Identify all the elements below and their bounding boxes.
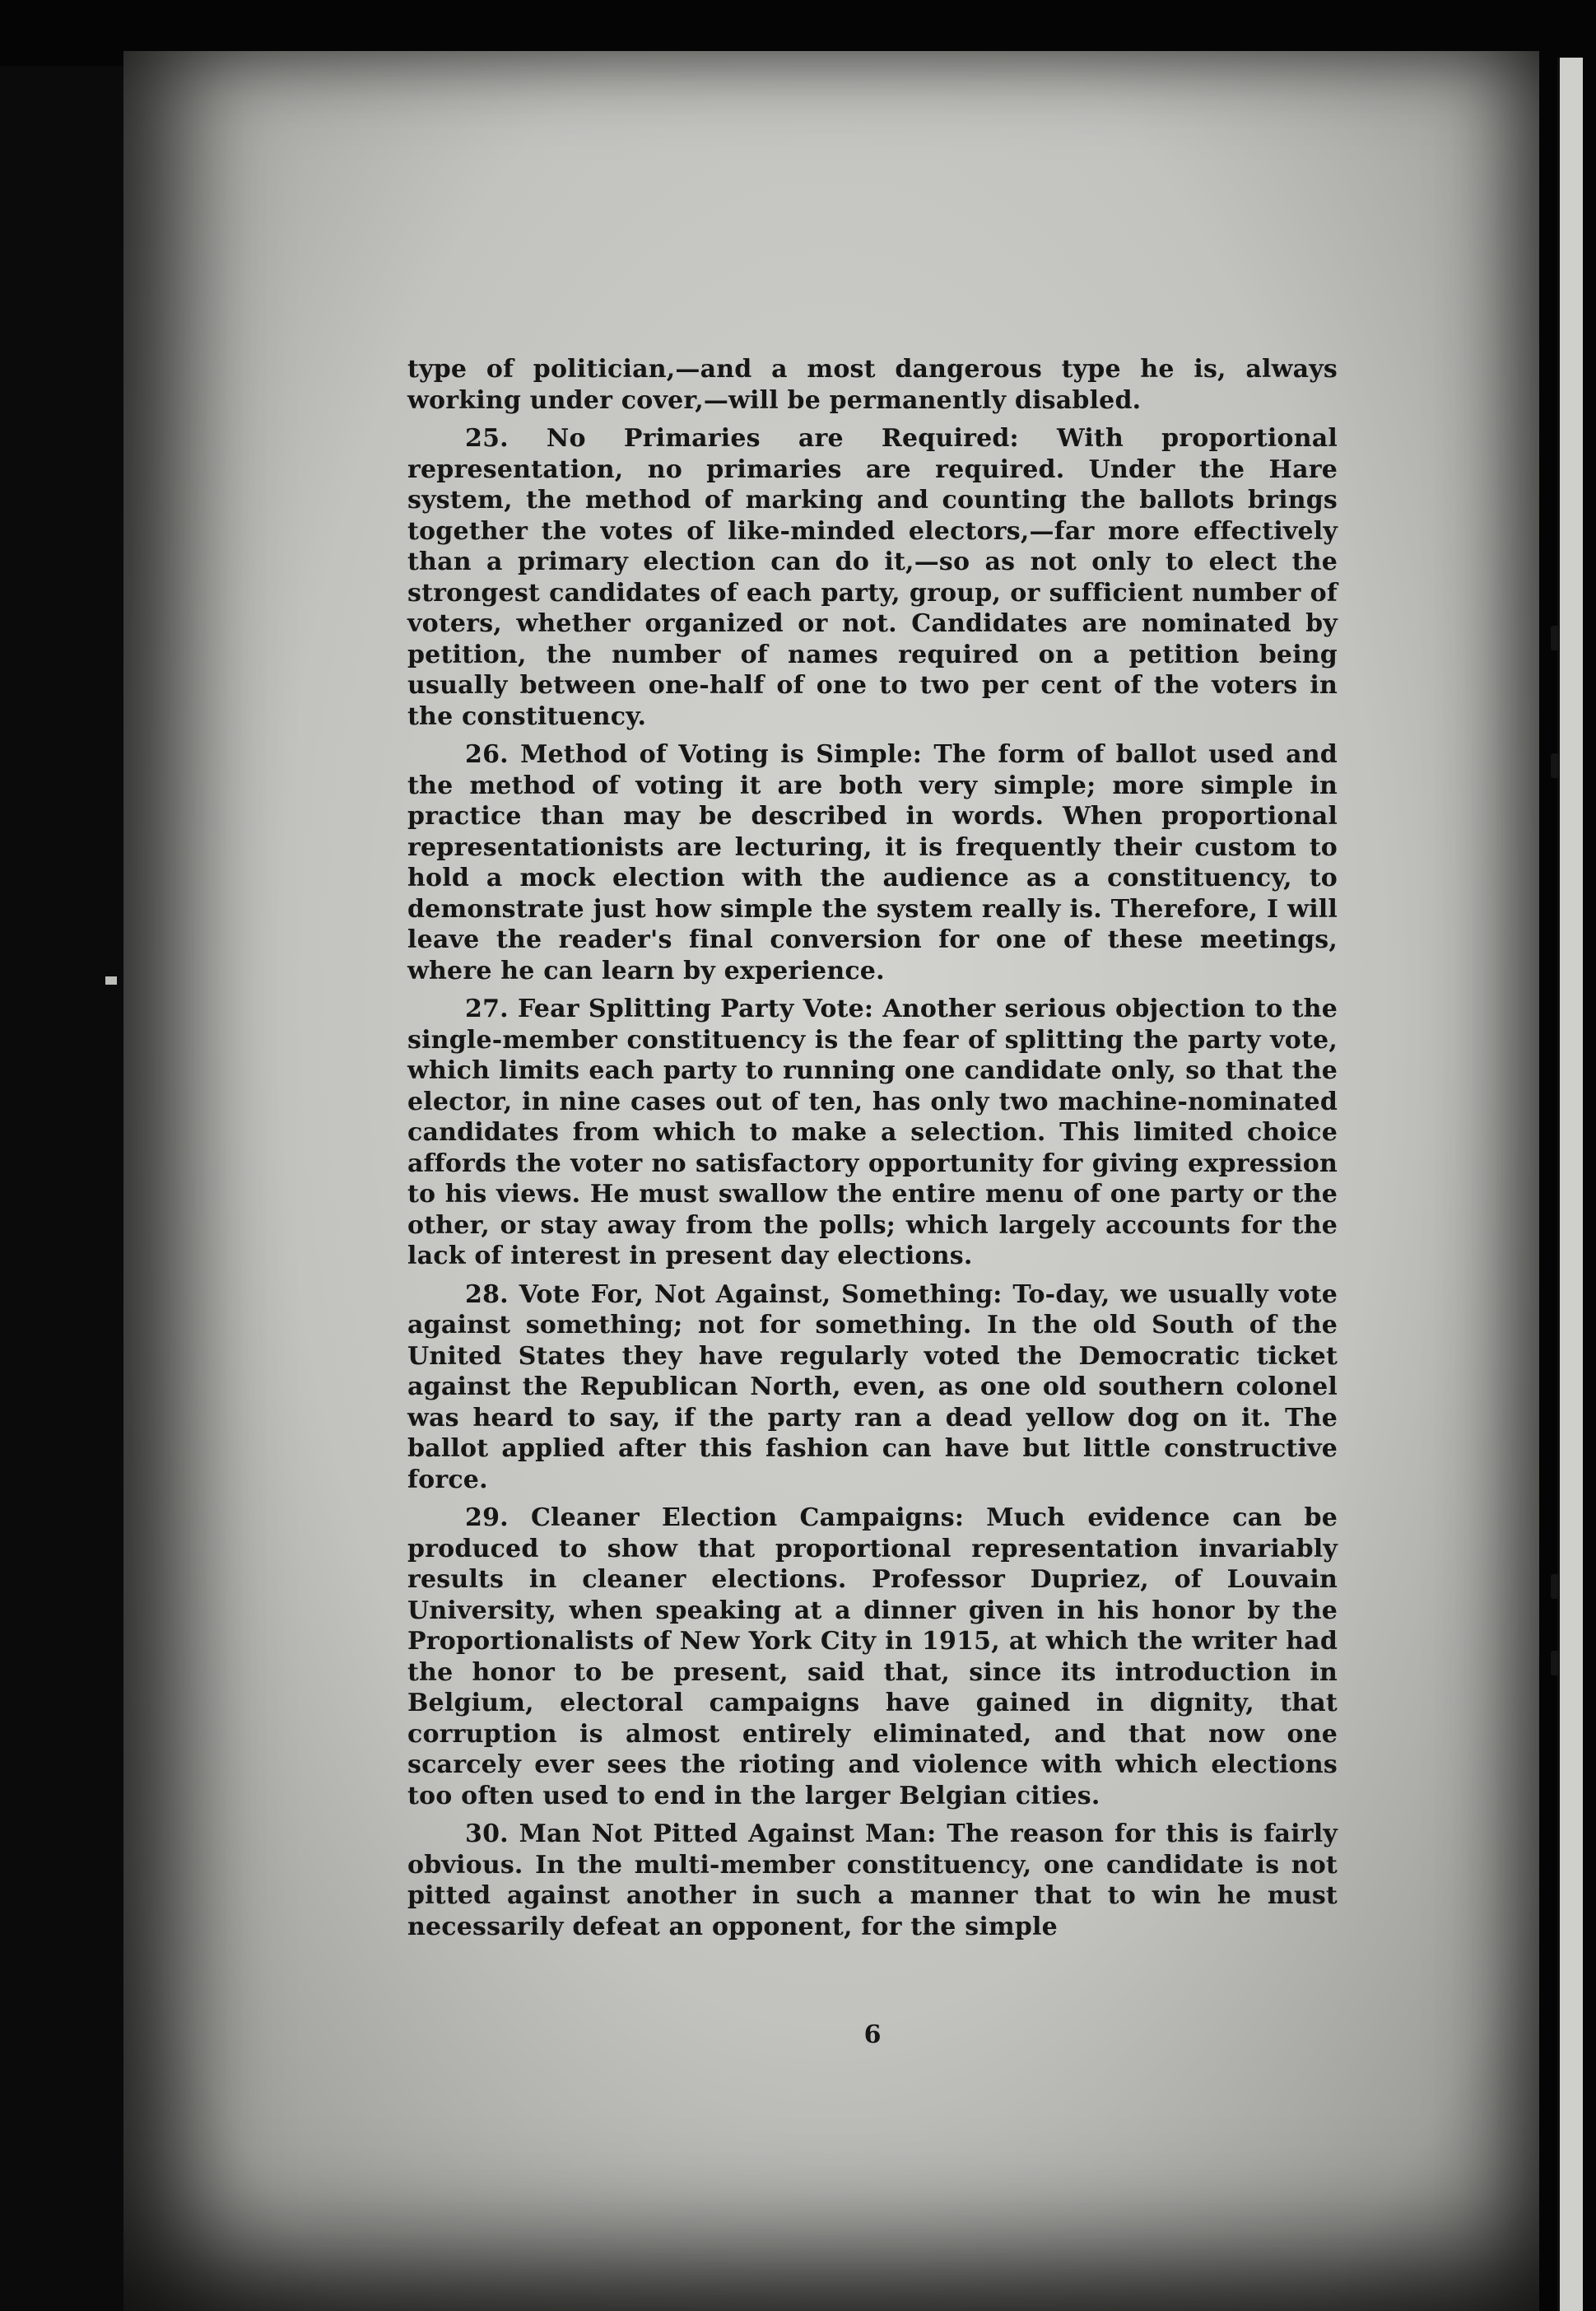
section-body: To-day, we usually vote against something; not for something. In the old South of the United States they have regularly voted the Democratic ticket against the Republican North, even, as one old southern colonel was heard to say, if the party ran a dead yellow dog on it. The ballot applied after this fashion can have but little constructive force. bbox=[407, 1279, 1338, 1494]
section-body: Another serious objection to the single-member constituency is the fear of splitting the party vote, which limits each party to running one candidate only, so that the elector, in nine cases out of ten, has only two machine-nominated candidates from which to make a selection. This limited choice affords the voter no satisfactory opportunity for giving expression to his views. He must swallow the entire menu of one party or the other, or stay away from the polls; which largely accounts for the lack of interest in present day elections. bbox=[407, 995, 1338, 1270]
section-body: Much evidence can be produced to show that proportional representation invariably results in cleaner elections. Professor Dupriez, of Louvain University, when speaking at a dinner given in his honor by the Proportionalists of New York City in 1915, at which the writer had the honor to be present, said that, since its introduction in Belgium, electoral campaigns have gained in dignity, that corruption is almost entirely eliminated, and that now one scarcely ever sees the rioting and violence with which elections too often used to end in the larger Belgian cities. bbox=[407, 1503, 1338, 1810]
opening-paragraph: type of politician,—and a most dangerous type he is, always working under cover,—will be permanently disabled. bbox=[407, 355, 1338, 415]
section-heading: No Primaries are Required: bbox=[546, 424, 1019, 453]
section-number: 27. bbox=[465, 995, 509, 1023]
binding-mark bbox=[1551, 1574, 1559, 1599]
section-body: The form of ballot used and the method of voting it are both very simple; more simple in practice than may be described in words. When proportional representationists are lecturing, it is frequently their custom to hold a mock election with the audience as a constituency, to demonstrate just how simple the system really is. Therefore, I will leave the reader's final conversion for one of these meetings, where he can learn by experience. bbox=[407, 740, 1338, 985]
section-heading: Man Not Pitted Against Man: bbox=[519, 1819, 937, 1848]
section-29-paragraph bbox=[407, 1503, 1338, 1811]
section-number: 29. bbox=[465, 1503, 509, 1532]
binding-mark bbox=[1551, 1651, 1559, 1675]
section-number: 30. bbox=[465, 1819, 509, 1848]
section-heading: Method of Voting is Simple: bbox=[520, 740, 923, 769]
section-28-paragraph bbox=[407, 1279, 1338, 1496]
binding-mark bbox=[1551, 626, 1559, 650]
page-number: 6 bbox=[863, 2020, 882, 2049]
section-26-paragraph bbox=[407, 739, 1338, 986]
section-heading: Vote For, Not Against, Something: bbox=[519, 1279, 1003, 1309]
section-heading: Fear Splitting Party Vote: bbox=[517, 995, 874, 1023]
section-number: 26. bbox=[465, 740, 509, 769]
scan-artifact-mark bbox=[105, 976, 117, 985]
section-body: With proportional representation, no primaries are required. Under the Hare system, the method of marking and counting the ballots brings together the votes of like-minded electors,—far more effectively than a primary election can do it,—so as not only to elect the strongest candidates of each party, group, or sufficient number of voters, whether organized or not. Candidates are nominated by petition, the number of names required on a petition being usually between one-half of one to two per cent of the voters in the constituency. bbox=[407, 424, 1338, 731]
section-number: 28. bbox=[465, 1279, 509, 1309]
adjacent-page-edge bbox=[1557, 58, 1583, 2311]
section-number: 25. bbox=[465, 424, 509, 453]
section-heading: Cleaner Election Campaigns: bbox=[530, 1503, 965, 1532]
section-body: The reason for this is fairly obvious. In the multi-member constituency, one candidate is not pitted against another in such a manner that to win he must necessarily defeat an opponent, for the simple bbox=[407, 1819, 1338, 1941]
section-27-paragraph bbox=[407, 994, 1338, 1272]
section-25-paragraph bbox=[407, 423, 1338, 732]
section-30-paragraph bbox=[407, 1819, 1338, 1942]
body-text bbox=[407, 354, 1338, 1950]
binding-mark bbox=[1551, 753, 1559, 778]
